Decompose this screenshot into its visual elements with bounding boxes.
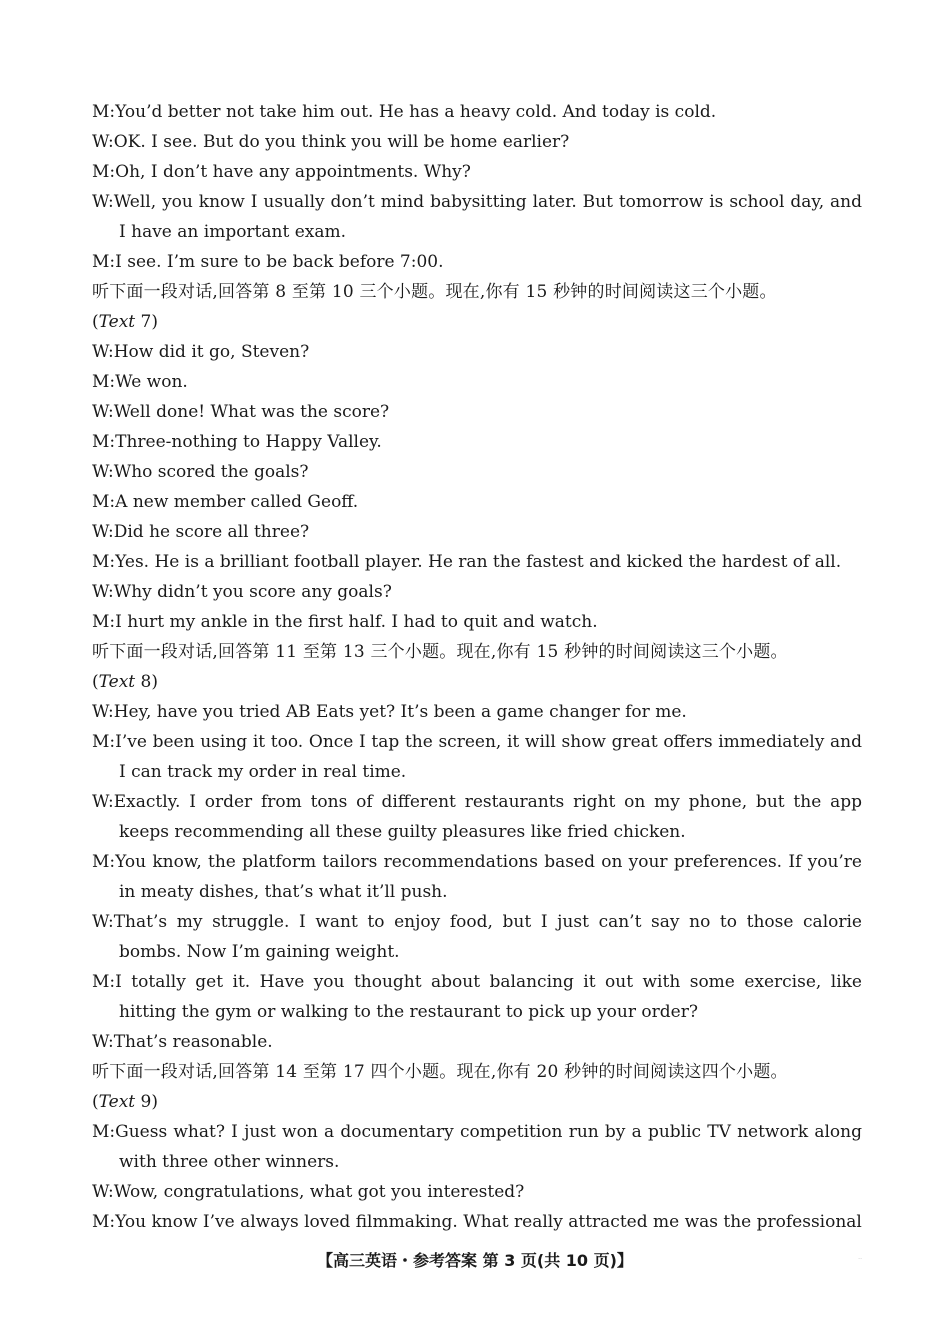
- line-25: W:That’s reasonable.: [92, 1032, 273, 1052]
- instruction-text7: 听下面一段对话,回答第 8 至第 10 三个小题。现在,你有 15 秒钟的时间阅读这三个小题。: [92, 282, 777, 302]
- line-24: M:I totally get it. Have you thought about balancing it out with some exercise, like hitting the gym or walking to the restaurant to pick up your order?: [92, 972, 862, 1022]
- instruction-text8: 听下面一段对话,回答第 11 至第 13 三个小题。现在,你有 15 秒钟的时间阅读这三个小题。: [92, 642, 788, 662]
- line-20: M:I’ve been using it too. Once I tap the screen, it will show great offers immediately and I can track my order in real time.: [92, 732, 862, 782]
- scan-mark: ··: [858, 1256, 862, 1263]
- instruction-text9: 听下面一段对话,回答第 14 至第 17 四个小题。现在,你有 20 秒钟的时间阅读这四个小题。: [92, 1062, 788, 1082]
- line-9: W:Well done! What was the score?: [92, 402, 390, 422]
- label-text9: (Text 9): [92, 1092, 158, 1112]
- line-23: W:That’s my struggle. I want to enjoy food, but I just can’t say no to those calorie bombs. Now I’m gaining weight.: [92, 912, 862, 962]
- line-29: W:Wow, congratulations, what got you interested?: [92, 1182, 525, 1202]
- document-body: [92, 97, 862, 1237]
- line-7: W:How did it go, Steven?: [92, 342, 310, 362]
- page-footer: 【高三英语・参考答案 第 3 页(共 10 页)】: [317, 1251, 633, 1270]
- line-14: M:Yes. He is a brilliant football player. He ran the fastest and kicked the hardest of all.: [92, 552, 842, 572]
- line-12: M:A new member called Geoff.: [92, 492, 359, 512]
- line-1: W:OK. I see. But do you think you will be home earlier?: [92, 132, 570, 152]
- label-text8: (Text 8): [92, 672, 158, 692]
- line-4: M:I see. I’m sure to be back before 7:00.: [92, 252, 444, 272]
- line-21: W:Exactly. I order from tons of different restaurants right on my phone, but the app keeps recommending all these guilty pleasures like fried chicken.: [92, 792, 862, 842]
- line-0: M:You’d better not take him out. He has a heavy cold. And today is cold.: [92, 102, 717, 122]
- line-22: M:You know, the platform tailors recommendations based on your preferences. If you’re in meaty dishes, that’s what it’ll push.: [92, 852, 862, 902]
- line-16: M:I hurt my ankle in the first half. I had to quit and watch.: [92, 612, 598, 632]
- line-30: M:You know I’ve always loved filmmaking. What really attracted me was the professional: [92, 1212, 862, 1232]
- line-8: M:We won.: [92, 372, 188, 392]
- label-text7: (Text 7): [92, 312, 158, 332]
- line-15: W:Why didn’t you score any goals?: [92, 582, 392, 602]
- line-19: W:Hey, have you tried AB Eats yet? It’s been a game changer for me.: [92, 702, 687, 722]
- line-11: W:Who scored the goals?: [92, 462, 309, 482]
- line-28: M:Guess what? I just won a documentary competition run by a public TV network along with three other winners.: [92, 1122, 862, 1172]
- line-3: W:Well, you know I usually don’t mind babysitting later. But tomorrow is school day, and I have an important exam.: [92, 192, 862, 242]
- line-2: M:Oh, I don’t have any appointments. Why?: [92, 162, 471, 182]
- line-10: M:Three-nothing to Happy Valley.: [92, 432, 382, 452]
- line-13: W:Did he score all three?: [92, 522, 310, 542]
